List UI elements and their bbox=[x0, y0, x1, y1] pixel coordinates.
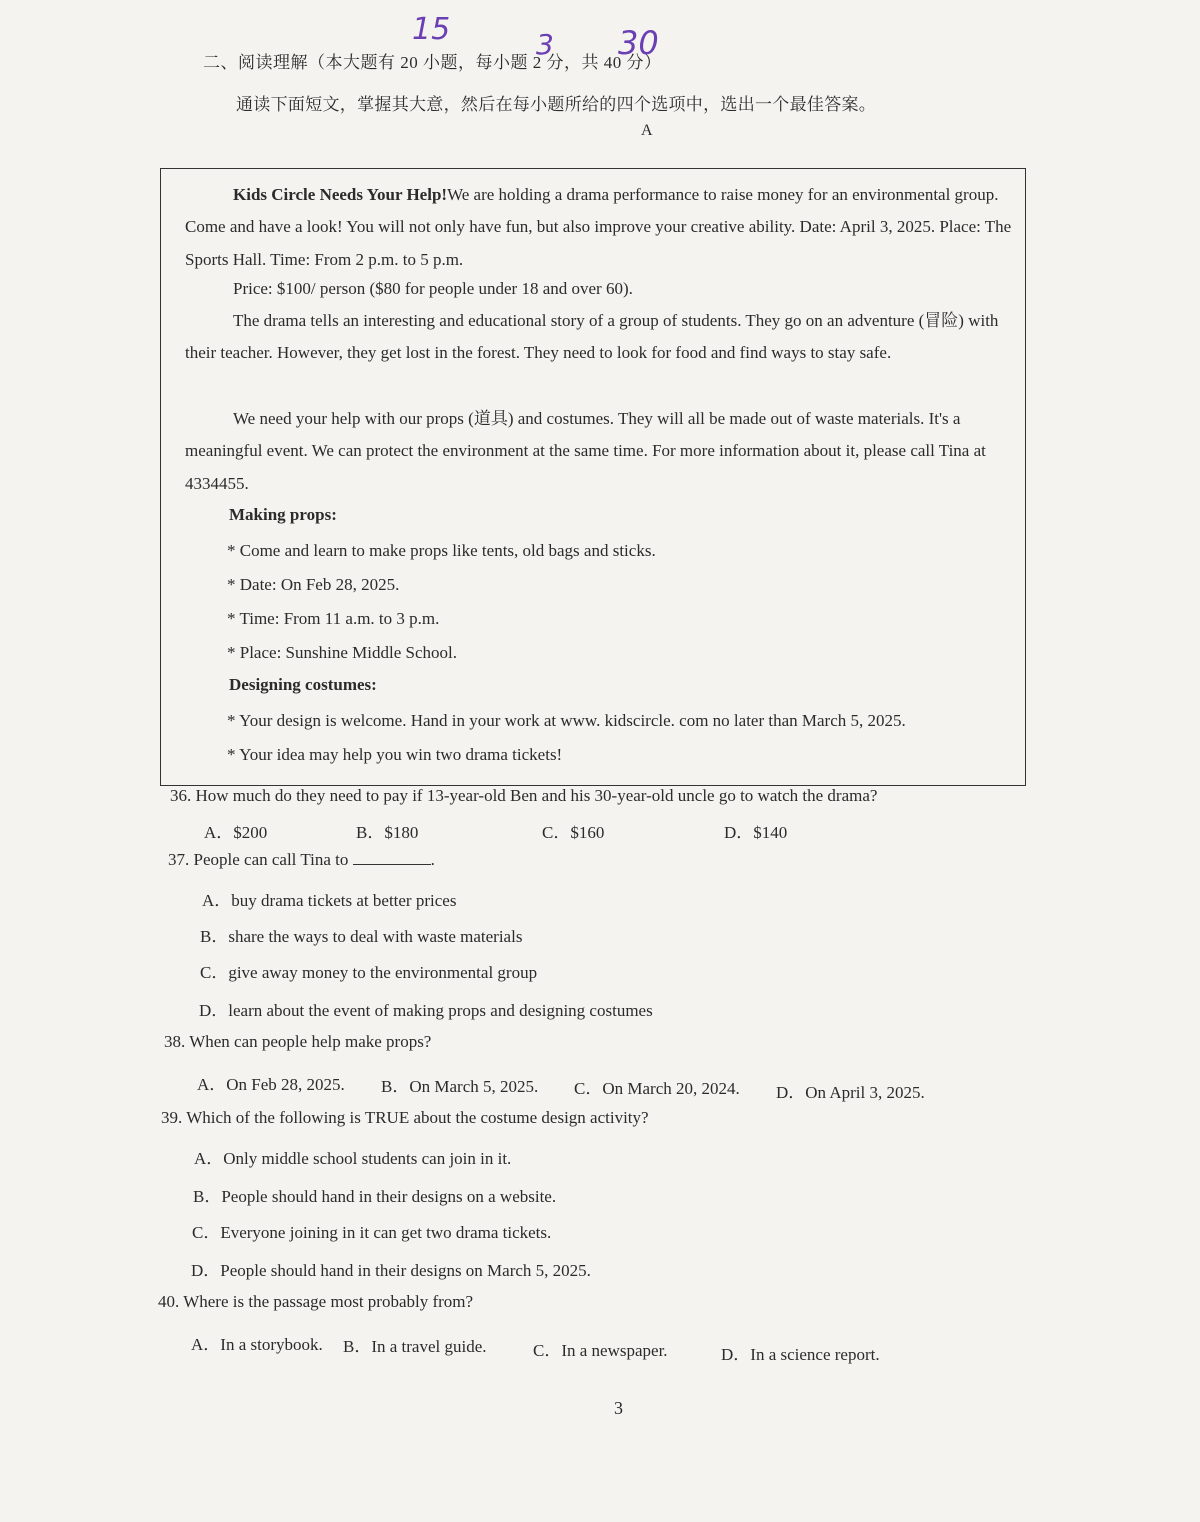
list-item: * Place: Sunshine Middle School. bbox=[227, 643, 457, 662]
handwritten-mark: 15 bbox=[412, 12, 451, 47]
option-c[interactable]: C．On March 20, 2024. bbox=[574, 1079, 740, 1098]
list-item: * Come and learn to make props like tents, old bags and sticks. bbox=[227, 541, 656, 560]
option-c[interactable]: C．$160 bbox=[542, 823, 605, 842]
list-item: * Your idea may help you win two drama tickets! bbox=[227, 745, 563, 764]
option-b[interactable]: B．On March 5, 2025. bbox=[381, 1077, 539, 1096]
handwritten-mark: 30 bbox=[618, 24, 659, 62]
option-a[interactable]: A．Only middle school students can join in it. bbox=[194, 1149, 512, 1168]
option-a[interactable]: A．buy drama tickets at better prices bbox=[202, 891, 457, 910]
passage-box bbox=[160, 168, 1026, 786]
option-b[interactable]: B．$180 bbox=[356, 823, 419, 842]
option-d[interactable]: D．$140 bbox=[724, 823, 788, 842]
option-a[interactable]: A．In a storybook. bbox=[191, 1335, 323, 1354]
option-d[interactable]: D．learn about the event of making props and designing costumes bbox=[199, 1001, 653, 1020]
question-text: How much do they need to pay if 13-year-old Ben and his 30-year-old uncle go to watch the drama? bbox=[195, 786, 878, 805]
question-number: 37. bbox=[168, 850, 190, 869]
question-number: 40. bbox=[158, 1292, 180, 1311]
question-number: 38. bbox=[164, 1032, 186, 1051]
question-number: 39. bbox=[161, 1108, 183, 1127]
question-40 bbox=[158, 1292, 473, 1312]
passage-paragraph: We are holding a drama performance to raise money for an environmental group. Come and have a look! You will not only have fun, but also improve your creative ability. Date: April 3, 2025. Place: The Sports Hall. Time: From 2 p.m. to 5 p.m. bbox=[185, 185, 1012, 269]
option-c[interactable]: C．In a newspaper. bbox=[533, 1341, 668, 1360]
question-39 bbox=[161, 1108, 649, 1128]
option-b[interactable]: B．share the ways to deal with waste materials bbox=[200, 927, 523, 946]
passage-paragraph: The drama tells an interesting and educational story of a group of students. They go on an adventure (冒险) with their teacher. However, they get lost in the forest. They need to look for food and find ways to stay safe. bbox=[185, 311, 999, 363]
option-c[interactable]: C．Everyone joining in it can get two drama tickets. bbox=[192, 1223, 552, 1242]
answer-blank bbox=[353, 850, 431, 865]
option-d[interactable]: D．In a science report. bbox=[721, 1345, 880, 1364]
option-b[interactable]: B．People should hand in their designs on a website. bbox=[193, 1187, 557, 1206]
list-item: * Date: On Feb 28, 2025. bbox=[227, 575, 400, 594]
question-38 bbox=[164, 1032, 431, 1052]
passage-intro bbox=[185, 179, 1015, 276]
passage-title: Kids Circle Needs Your Help! bbox=[233, 185, 448, 204]
option-b[interactable]: B．In a travel guide. bbox=[343, 1337, 487, 1356]
page-number: 3 bbox=[614, 1398, 623, 1418]
question-number: 36. bbox=[170, 786, 192, 805]
handwritten-mark: 3 bbox=[536, 28, 554, 61]
option-d[interactable]: D．People should hand in their designs on March 5, 2025. bbox=[191, 1261, 591, 1280]
question-text: People can call Tina to bbox=[193, 850, 349, 869]
passage-letter: A bbox=[641, 122, 653, 139]
option-a[interactable]: A．$200 bbox=[204, 823, 268, 842]
list-item: * Your design is welcome. Hand in your work at www. kidscircle. com no later than March 5, 2025. bbox=[227, 711, 906, 730]
option-d[interactable]: D．On April 3, 2025. bbox=[776, 1083, 925, 1102]
question-36 bbox=[170, 786, 877, 806]
question-text: Which of the following is TRUE about the costume design activity? bbox=[186, 1108, 649, 1127]
making-props-heading: Making props: bbox=[229, 505, 337, 524]
option-a[interactable]: A．On Feb 28, 2025. bbox=[197, 1075, 345, 1094]
option-c[interactable]: C．give away money to the environmental group bbox=[200, 963, 538, 982]
passage-paragraph: We need your help with our props (道具) and costumes. They will all be made out of waste materials. It's a meaningful event. We can protect the environment at the same time. For more information about it, please call Tina at 4334455. bbox=[185, 409, 986, 493]
question-37: 37. People can call Tina to . bbox=[168, 850, 435, 869]
list-item: * Time: From 11 a.m. to 3 p.m. bbox=[227, 609, 440, 628]
question-text: Where is the passage most probably from? bbox=[183, 1292, 474, 1311]
designing-costumes-heading: Designing costumes: bbox=[229, 675, 377, 694]
section-title: 二、阅读理解（本大题有 20 小题，每小题 2 分，共 40 分） bbox=[203, 53, 662, 72]
section-instruction: 通读下面短文，掌握其大意，然后在每小题所给的四个选项中，选出一个最佳答案。 bbox=[236, 95, 877, 114]
question-text: When can people help make props? bbox=[189, 1032, 432, 1051]
passage-price: Price: $100/ person ($80 for people under 18 and over 60). bbox=[233, 279, 633, 298]
